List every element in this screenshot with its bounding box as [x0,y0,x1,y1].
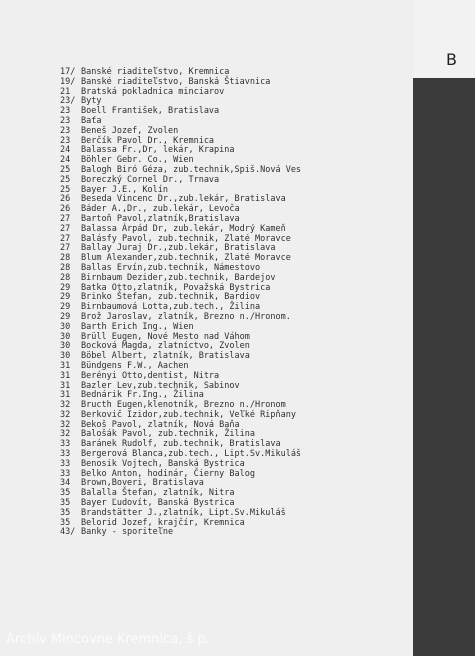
entry-text: Benosik Vojtech, Banská Bystrica [81,458,245,469]
entry-text: Bündgens F.W., Aachen [81,360,189,371]
entry-text: Batka Otto,zlatník, Považská Bystrica [81,282,271,293]
entry-number: 32 [60,419,71,430]
entry-text: Banky - sporiteľne [81,527,174,538]
entry-text: Bekoš Pavol, zlatník, Nová Baňa [81,419,240,430]
entry-text: Brinko Štefan, zub.technik, Bardiov [81,292,261,303]
tab-letter: B [446,50,457,69]
entry-text: Bayer Ľudovít, Banská Bystrica [81,498,235,509]
entry-text: Bazler Lev,zub.technik, Sabinov [81,380,240,391]
entry-number: 34 [60,478,71,489]
entry-number: 32 [60,400,71,411]
entry-text: Bocková Magda, zlatníctvo, Zvolen [81,341,250,352]
entry-text: Banské riaditeľstvo, Kremnica [81,67,230,77]
entry-text: Berkovič Izidor,zub.technik, Veľké Ripňany [81,409,296,420]
entry-text: Brown,Boveri, Bratislava [81,478,204,489]
entry-number: 35 [60,498,71,509]
entry-text: Balassa Fr.,Dr, lekár, Krapina [81,145,235,156]
entry-number: 27 [60,223,71,234]
entry-text: Bayer J.E., Kolín [81,184,168,195]
entry-text: Ballas Ervín,zub.technik, Námestovo [81,262,261,273]
entry-number: 30 [60,331,71,342]
entry-number: 29 [60,292,71,303]
entry-number: 24 [60,145,71,156]
entry-number: 31 [60,360,71,371]
entry-number: 27 [60,233,71,244]
entry-number: 29 [60,282,71,293]
entry-number: 31 [60,370,71,381]
entry-number: 26 [60,204,71,215]
entry-text: Beseda Vincenc Dr.,zub.lekár, Bratislava [81,194,286,205]
entry-text: Bartoň Pavol,zlatník,Bratislava [81,213,240,224]
index-tab [413,0,475,78]
entry-text: Böhler Gebr. Co., Wien [81,155,194,166]
entry-number: 43/ [60,527,76,538]
entry-text: Boell František, Bratislava [81,106,220,117]
entry-text: Böbel Albert, zlatník, Bratislava [81,351,250,362]
entry-text: Berényi Otto,dentist, Nitra [81,370,220,381]
entry-number: 29 [60,311,71,322]
entry-number: 23 [60,135,71,146]
entry-text: Brandstätter J.,zlatník, Lipt.Sv.Mikuláš [81,507,286,518]
entry-text: Bednárik Fr.Ing., Žilina [81,390,204,401]
entry-text: Balassa Árpád Dr, zub.lekár, Modrý Kameň [81,223,286,234]
entry-text: Balalla Štefan, zlatník, Nitra [81,488,235,499]
entry-number: 31 [60,390,71,401]
entry-number: 26 [60,194,71,205]
entry-number: 23/ [60,96,76,107]
entry-number: 28 [60,272,71,283]
entry-text: Bratská pokladnica minciarov [81,86,225,97]
entry-number: 29 [60,302,71,313]
entry-number: 30 [60,321,71,332]
entry-number: 32 [60,409,71,420]
entry-text: Birnbaumová Lotta,zub.tech., Žilina [81,302,261,313]
entry-number: 30 [60,351,71,362]
entry-text: Baránek Rudolf, zub.technik, Bratislava [81,439,281,450]
entry-text: Bergerová Blanca,zub.tech., Lipt.Sv.Mikuláš [81,449,302,460]
entry-number: 24 [60,155,71,166]
entry-text: Beneš Jozef, Zvolen [81,125,179,136]
entry-number: 25 [60,184,71,195]
archive-watermark: Archív Mincovne Kremnica, š.p. [6,632,210,647]
entry-text: Báder A.,Dr., zub.lekár, Levoča [81,204,240,215]
entry-text: Bructh Eugen,klenotník, Brezno n./Hronom [81,400,286,411]
entry-text: Belko Anton, hodinár, Čierny Balog [81,468,255,479]
entry-text: Ballay Juraj Dr.,zub.lekár, Bratislava [81,243,276,254]
entry-number: 31 [60,380,71,391]
entry-text: Barth Erich Ing., Wien [81,321,194,332]
entry-number: 30 [60,341,71,352]
entry-list [60,68,410,538]
entry-text: Boreczký Cornel Dr., Trnava [81,174,220,185]
entry-number: 35 [60,488,71,499]
entry-text: Birnbaum Dezider,zub.technik, Bardejov [81,272,276,283]
entry-text: Balásfy Pavol, zub.technik, Zlaté Moravce [81,233,291,244]
entry-text: Belorid Jozef, krajčír, Kremnica [81,517,245,528]
entry-number: 21 [60,86,71,97]
entry-number: 33 [60,468,71,479]
entry-number: 32 [60,429,71,440]
entry-text: Banské riaditeľstvo, Banská Štiavnica [81,76,271,87]
entry-number: 25 [60,164,71,175]
entry-text: Baťa [81,115,102,126]
entry-number: 25 [60,174,71,185]
entry-number: 23 [60,106,71,117]
entry-number: 23 [60,115,71,126]
entry-number: 17/ [60,67,76,77]
entry-number: 27 [60,213,71,224]
entry-number: 28 [60,253,71,264]
side-panel [413,0,475,656]
entry-number: 35 [60,507,71,518]
entry-text: Balošák Pavol, zub.technik, Žilina [81,429,255,440]
entry-number: 28 [60,262,71,273]
entry-text: Berčík Pavol Dr., Kremnica [81,135,215,146]
list-item [60,88,410,98]
list-item [60,528,410,538]
entry-number: 23 [60,125,71,136]
entry-number: 33 [60,449,71,460]
entry-text: Brüll Eugen, Nové Mesto nad Váhom [81,331,250,342]
entry-text: Blum Alexander,zub.technik, Zlaté Moravce [81,253,291,264]
entry-text: Balogh Biró Géza, zub.technik,Spiš.Nová Ves [81,164,302,175]
entry-number: 35 [60,517,71,528]
entry-text: Byty [81,96,102,107]
entry-number: 27 [60,243,71,254]
entry-text: Brož Jaroslav, zlatník, Brezno n./Hronom. [81,311,291,322]
entry-number: 19/ [60,76,76,87]
list-item [60,107,410,117]
entry-number: 33 [60,439,71,450]
entry-number: 33 [60,458,71,469]
